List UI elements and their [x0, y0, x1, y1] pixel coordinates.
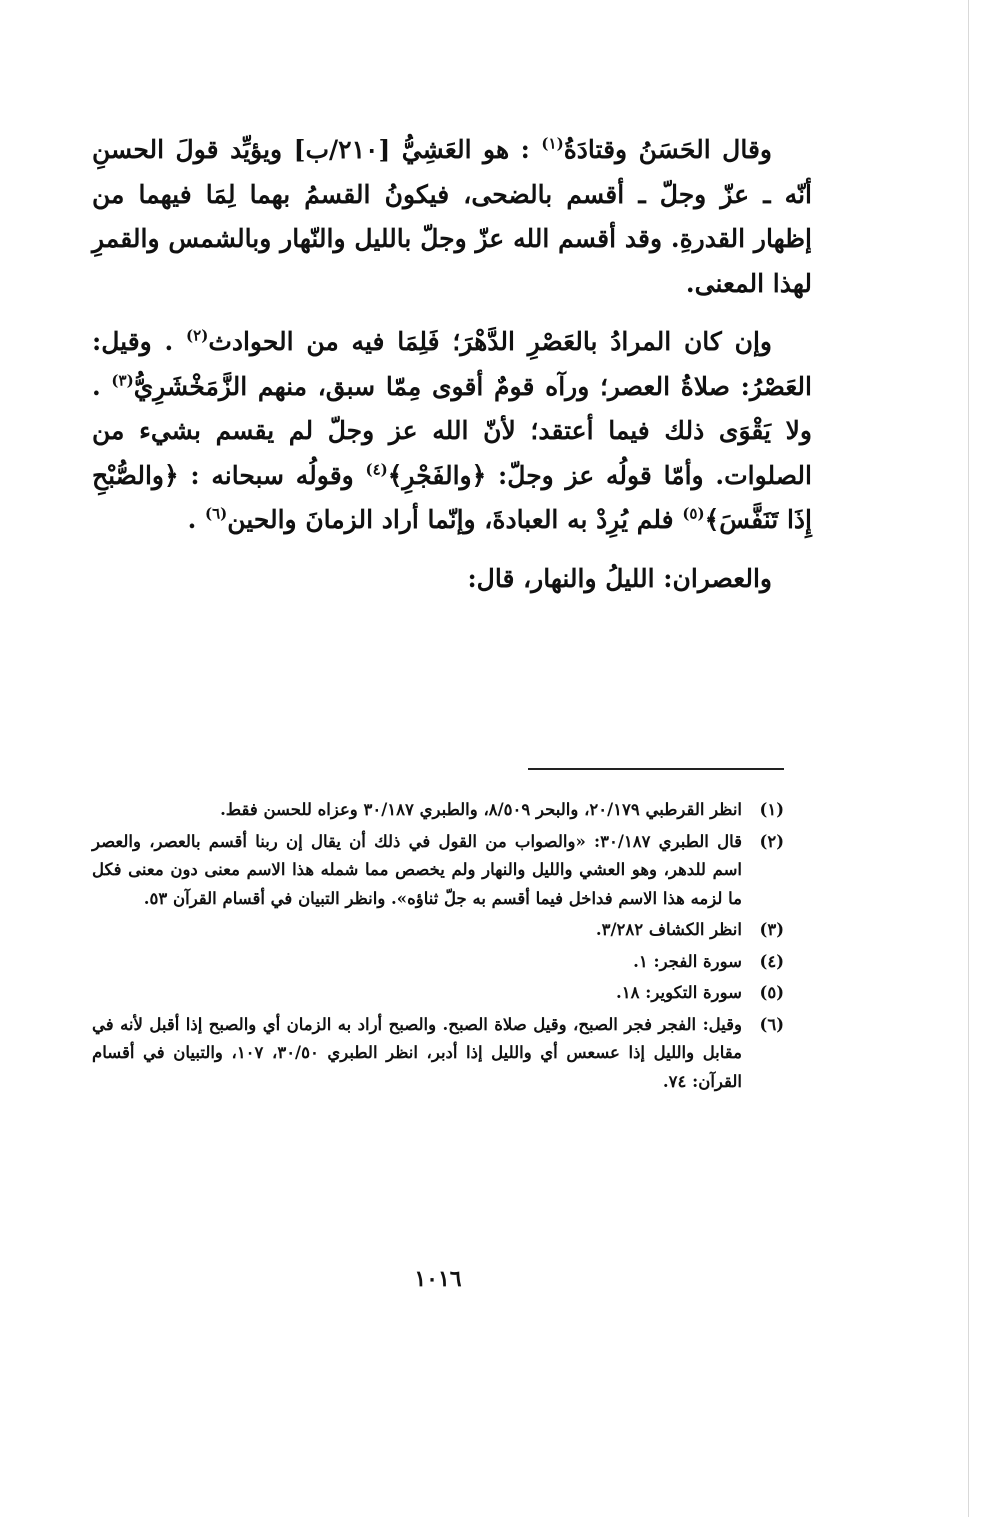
footnote-number: (٥)	[759, 983, 784, 1002]
main-text	[92, 128, 812, 601]
footnote-marker-2[interactable]: (٢)	[186, 326, 209, 345]
footnote-1	[92, 796, 784, 825]
page-number: ١٠١٦	[414, 1266, 462, 1292]
footnote-separator	[528, 768, 784, 770]
footnote-number: (٢)	[759, 831, 784, 851]
paragraph-2	[92, 320, 812, 543]
footnote-3	[92, 916, 784, 945]
paragraph-1	[92, 128, 812, 306]
paragraph-2-text-e: فلم يُرِدْ به العبادةَ، وإنّما أراد الزمانَ والحين	[227, 505, 683, 534]
page-edge-line	[968, 0, 969, 1517]
footnote-5	[92, 979, 784, 1008]
footnote-number: (١)	[759, 800, 784, 819]
paragraph-1-text-a: وقال الحَسَنُ وقتادَةُ	[563, 135, 772, 164]
footnote-4	[92, 948, 784, 977]
paragraph-2-text-b: . وقيل: العَصْرُ: صلاةُ العصر؛ ورآه قومٌ أقوى مِمّا سبق، منهم الزَّمَخْشَرِيُّ	[92, 327, 812, 401]
footnote-marker-6[interactable]: (٦)	[204, 504, 228, 523]
quran-quote-2: ﴿والصُّبْحِ إِذَا تَنَفَّسَ﴾	[92, 460, 812, 534]
footnote-number: (٦)	[759, 1014, 784, 1034]
footnote-number: (٣)	[759, 920, 784, 939]
footnote-text: سورة التكوير: ١٨.	[616, 983, 742, 1002]
footnote-number: (٤)	[759, 951, 784, 971]
footnote-marker-5[interactable]: (٥)	[682, 504, 705, 523]
paragraph-2-text-d: وقولُه سبحانه :	[178, 460, 366, 490]
footnote-6	[92, 1011, 784, 1097]
footnote-marker-3[interactable]: (٣)	[111, 371, 134, 390]
footnote-text: انظر القرطبي ٢٠/١٧٩، والبحر ٨/٥٠٩، والطبري ٣٠/١٨٧ وعزاه للحسن فقط.	[220, 800, 742, 819]
paragraph-2-text-f: .	[187, 505, 205, 534]
footnote-text: وقيل: الفجر فجر الصبح، وقيل صلاة الصبح. والصبح أراد به الزمان أي والصبح إذا أقبل لأنه في مقابل والليل إذا عسعس أي والليل إذا أدبر، انظر الطبري ٣٠/٥٠، ١٠٧، والتبيان في أقسام القرآن: ٧٤.	[92, 1014, 742, 1091]
footnote-marker-1[interactable]: (١)	[541, 134, 564, 153]
footnote-text: قال الطبري ٣٠/١٨٧: «والصواب من القول في ذلك أن يقال إن ربنا أقسم بالعصر، والعصر اسم للدهر، وهو العشي والليل والنهار ولم يخصص مما شمله هذا الاسم معنى دون معنى فكل ما لزمه هذا الاسم فداخل فيما أقسم به جلّ ثناؤه». وانظر التبيان في أقسام القرآن ٥٣.	[92, 831, 742, 908]
paragraph-2-text-a: وإن كان المرادُ بالعَصْرِ الدَّهْرَ؛ فَلِمَا فيه من الحوادث	[208, 327, 772, 356]
paragraph-2-text-c: . ولا يَقْوَى ذلك فيما أعتقد؛ لأنّ الله عز وجلّ لم يقسم بشيء من الصلوات. وأمّا قولُه عز وجلّ:	[92, 371, 812, 490]
footnote-text: سورة الفجر: ١.	[633, 951, 742, 971]
footnote-text: انظر الكشاف ٣/٢٨٢.	[595, 920, 742, 939]
paragraph-1-text-b: : هو العَشِيُّ [٢١٠/ب] ويؤيِّد قولَ الحسنِ أنّه ـ عزّ وجلّ ـ أقسم بالضحى، فيكونُ القسمُ بهما لِمَا فيهما من إظهار القدرةِ. وقد أقسم الله عزّ وجلّ بالليل والنّهار وبالشمس والقمرِ لهذا المعنى.	[92, 135, 812, 298]
footnote-marker-4[interactable]: (٤)	[365, 460, 388, 479]
footnotes	[92, 796, 784, 1099]
paragraph-3: والعصران: الليلُ والنهار، قال:	[467, 563, 772, 593]
footnote-2	[92, 828, 784, 914]
quran-quote-1: ﴿والفَجْرِ﴾	[387, 460, 487, 490]
